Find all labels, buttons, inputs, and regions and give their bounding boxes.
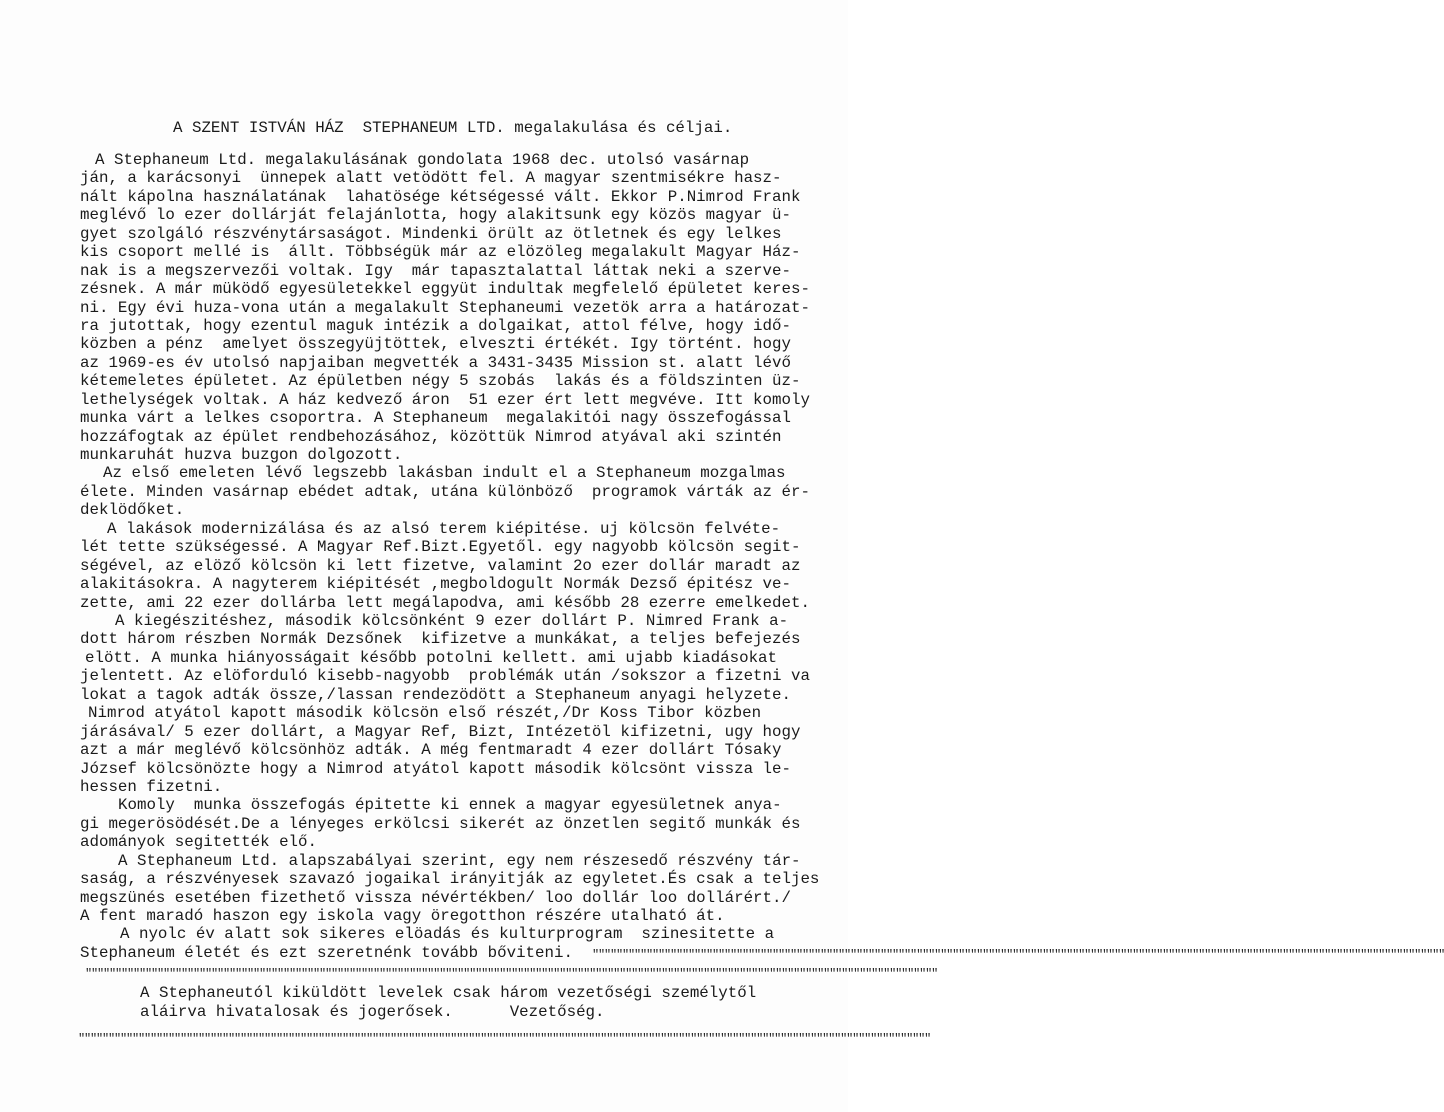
body-line: elött. A munka hiányosságait később potolni kellett. ami ujabb kiadásokat bbox=[85, 648, 778, 667]
body-line: hessen fizetni. bbox=[80, 777, 223, 796]
separator-line: """""""""""""""""""""""""""""""""""""""""""""""""""""""""""""""""""""""""""""""""""""""""""""""""""""""""""""""""""""""""""""""""""""""""""""" bbox=[85, 967, 938, 981]
body-line: Komoly munka összefogás épitette ki ennek a magyar egyesületnek anya- bbox=[118, 796, 782, 815]
separator-line: """""""""""""""""""""""""""""""""""""""""""""""""""""""""""""""""""""""""""""""""""""""""""""""""""""""""""""""""""""""""""""""""""""""""""""" bbox=[78, 1032, 931, 1046]
document-title: A SZENT ISTVÁN HÁZ STEPHANEUM LTD. megalakulása és céljai. bbox=[173, 119, 733, 137]
body-line: közben a pénz amelyet összegyüjtöttek, elveszti értékét. Igy történt. hogy bbox=[80, 335, 791, 354]
body-line: lokat a tagok adták össze,/lassan rendezödött a Stephaneum anyagi helyzete. bbox=[80, 685, 791, 704]
body-line: A fent maradó haszon egy iskola vagy öregotthon részére utalható át. bbox=[80, 907, 725, 926]
body-line: kis csoport mellé is állt. Többségük már az elözöleg megalakult Magyar Ház- bbox=[80, 243, 801, 262]
body-line: A Stephaneum Ltd. megalakulásának gondolata 1968 dec. utolsó vasárnap bbox=[95, 151, 750, 169]
body-line: munka várt a lelkes csoportra. A Stephaneum megalakitói nagy összefogással bbox=[80, 409, 791, 428]
separator-line: """""""""""""""""""""""""""""""""""""""""""""""""""""""""""""""""""""""""""""""""""""""""""""""""""""""""""""""""""""""""""""""""""""""""""""" bbox=[592, 948, 1444, 962]
body-line: lethelységek voltak. A ház kedvező áron 51 ezer ért lett megvéve. Itt komoly bbox=[80, 390, 810, 409]
body-line: gyet szolgáló részvénytársaságot. Mindenki örült az ötletnek és egy lelkes bbox=[80, 224, 782, 243]
body-line: József kölcsönözte hogy a Nimrod atyátol kapott második kölcsönt vissza le- bbox=[80, 759, 791, 778]
body-line: munkaruhát huzva buzgon dolgozott. bbox=[80, 446, 403, 465]
body-line: A lakások modernizálása és az alsó terem kiépitése. uj kölcsön felvéte- bbox=[107, 519, 781, 538]
notice-line: A Stephaneutól kiküldött levelek csak három vezetőségi személytől bbox=[140, 984, 757, 1002]
body-line: lét tette szükségessé. A Magyar Ref.Bizt.Egyetől. egy nagyobb kölcsön segit- bbox=[80, 538, 801, 557]
body-line: járásával/ 5 ezer dollárt, a Magyar Ref, Bizt, Intézetöl kifizetni, ugy hogy bbox=[80, 722, 801, 741]
body-line: A Stephaneum Ltd. alapszabályai szerint, egy nem részesedő részvény tár- bbox=[118, 851, 801, 870]
body-line: hozzáfogtak az épület rendbehozásához, közöttük Nimrod atyával aki szintén bbox=[80, 427, 782, 446]
body-line: élete. Minden vasárnap ebédet adtak, utána különböző programok várták az ér- bbox=[80, 482, 810, 501]
body-line: A kiegészitéshez, második kölcsönként 9 ezer dollárt P. Nimred Frank a- bbox=[115, 612, 789, 630]
body-line: megszünés esetében fizethető vissza névértékben/ loo dollár loo dollárért./ bbox=[80, 888, 791, 907]
body-line: kétemeletes épületet. Az épületben négy 5 szobás lakás és a földszinten üz- bbox=[80, 372, 801, 391]
body-line: gi megerösödését.De a lényeges erkölcsi sikerét az önzetlen segitő munkák és bbox=[80, 814, 801, 833]
body-line: meglévő lo ezer dollárját felajánlotta, hogy alakitsunk egy közös magyar ü- bbox=[80, 206, 791, 225]
body-line: nak is a megszervezői voltak. Igy már tapasztalattal láttak neki a szerve- bbox=[80, 261, 791, 280]
body-line: adományok segitették elő. bbox=[80, 833, 317, 852]
body-line: Az első emeleten lévő legszebb lakásban indult el a Stephaneum mozgalmas bbox=[103, 464, 786, 483]
body-line: nált kápolna használatának lahatösége kétségessé vált. Ekkor P.Nimrod Frank bbox=[80, 187, 801, 206]
body-line: A nyolc év alatt sok sikeres elöadás és kulturprogram szinesitette a bbox=[120, 925, 775, 944]
body-line: ni. Egy évi huza-vona után a megalakult Stephaneumi vezetök arra a határozat- bbox=[80, 298, 810, 317]
notice-line: aláirva hivatalosak és jogerősek. Vezetőség. bbox=[140, 1003, 605, 1021]
body-line: saság, a részvényesek szavazó jogaikal irányitják az egyletet.És csak a teljes bbox=[80, 870, 820, 889]
body-line: deklödőket. bbox=[80, 501, 185, 520]
body-line: zette, ami 22 ezer dollárba lett megálapodva, ami később 28 ezerre emelkedet. bbox=[80, 593, 810, 612]
body-line: Nimrod atyátol kapott második kölcsön első részét,/Dr Koss Tibor közben bbox=[88, 704, 762, 723]
body-line: zésnek. A már müködő egyesületekkel eggyüt indultak megfelelő épületet keres- bbox=[80, 280, 810, 299]
body-line: jelentett. Az elöforduló kisebb-nagyobb problémák után /sokszor a fizetni va bbox=[80, 667, 810, 686]
body-line: ján, a karácsonyi ünnepek alatt vetödött fel. A magyar szentmisékre hasz- bbox=[80, 169, 782, 188]
body-line: dott három részben Normák Dezsőnek kifizetve a munkákat, a teljes befejezés bbox=[80, 630, 801, 649]
body-line: Stephaneum életét és ezt szeretnénk tovább bőviteni. bbox=[80, 943, 573, 962]
body-line: ra jutottak, hogy ezentul maguk intézik a dolgaikat, attol félve, hogy idő- bbox=[80, 316, 791, 335]
body-line: ségével, az elöző kölcsön ki lett fizetve, valamint 2o ezer dollár maradt az bbox=[80, 556, 801, 575]
body-line: alakitásokra. A nagyterem kiépitését ,megboldogult Normák Dezső épitész ve- bbox=[80, 575, 791, 594]
body-line: az 1969-es év utolsó napjaiban megvették a 3431-3435 Mission st. alatt lévő bbox=[80, 353, 791, 372]
body-line: azt a már meglévő kölcsönhöz adták. A még fentmaradt 4 ezer dollárt Tósaky bbox=[80, 741, 782, 760]
